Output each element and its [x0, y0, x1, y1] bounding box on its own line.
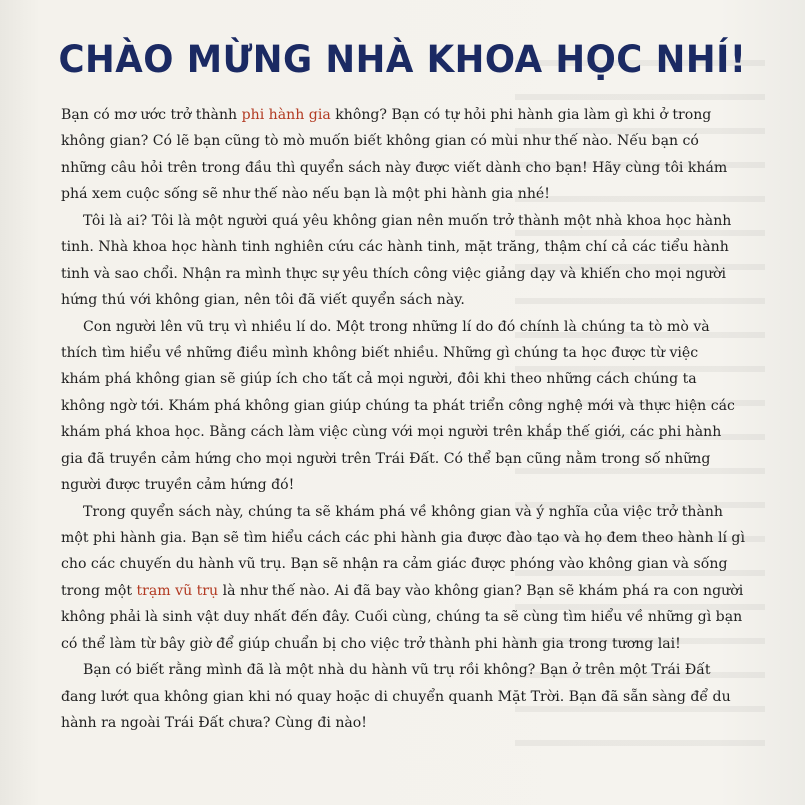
text-line — [61, 208, 751, 234]
text-span: là như thế nào. Ai đã bay vào không gian? Bạn sẽ khám phá ra con người — [218, 582, 744, 599]
highlighted-term: trạm vũ trụ — [136, 582, 219, 599]
page-title: CHÀO MỪNG NHÀ KHOA HỌC NHÍ! — [58, 38, 747, 81]
text-span: không ngờ tới. Khám phá không gian giúp chúng ta phát triển công nghệ mới và thực hiện các — [61, 397, 735, 414]
text-line — [61, 472, 751, 498]
text-line — [61, 446, 751, 472]
text-line — [61, 102, 751, 128]
text-line — [61, 155, 751, 181]
text-line — [61, 684, 751, 710]
text-line — [61, 181, 751, 207]
text-span: khám phá không gian sẽ giúp ích cho tất cả mọi người, đôi khi theo những cách chúng ta — [61, 371, 697, 388]
text-line — [61, 128, 751, 154]
text-line — [61, 366, 751, 392]
text-line — [61, 261, 751, 287]
body-text — [61, 102, 751, 737]
text-span: Con người lên vũ trụ vì nhiều lí do. Một trong những lí do đó chính là chúng ta tò mò và — [83, 318, 710, 335]
text-span: người được truyền cảm hứng đó! — [61, 477, 295, 494]
text-span: thích tìm hiểu về những điều mình không biết nhiều. Những gì chúng ta học được từ việc — [61, 344, 699, 361]
text-span: Trong quyển sách này, chúng ta sẽ khám phá về không gian và ý nghĩa của việc trở thành — [83, 503, 724, 520]
text-line — [61, 499, 751, 525]
text-span: không? Bạn có tự hỏi phi hành gia làm gì khi ở trong — [330, 107, 712, 123]
text-span: khám phá khoa học. Bằng cách làm việc cùng với mọi người trên khắp thế giới, các phi hành — [61, 424, 722, 441]
text-line — [61, 419, 751, 445]
text-line — [61, 631, 751, 657]
text-line — [61, 340, 751, 366]
text-line — [61, 314, 751, 340]
text-line — [61, 578, 751, 604]
text-span: tinh và sao chổi. Nhận ra mình thực sự yêu thích công việc giảng dạy và khiến cho mọi người — [61, 265, 727, 282]
text-span: hành ra ngoài Trái Đất chưa? Cùng đi nào! — [61, 715, 367, 732]
text-span: một phi hành gia. Bạn sẽ tìm hiểu cách các phi hành gia được đào tạo và họ đem theo hành lí gì — [61, 530, 745, 546]
text-span: Bạn có mơ ước trở thành — [61, 107, 242, 123]
text-line — [61, 525, 751, 551]
text-line — [61, 657, 751, 683]
text-line — [61, 393, 751, 419]
text-span: đang lướt qua không gian khi nó quay hoặc di chuyển quanh Mặt Trời. Bạn đã sẵn sàng để du — [61, 688, 731, 705]
text-span: Tôi là ai? Tôi là một người quá yêu không gian nên muốn trở thành một nhà khoa học hành — [83, 212, 732, 229]
text-span: những câu hỏi trên trong đầu thì quyển sách này được viết dành cho bạn! Hãy cùng tôi khám — [61, 159, 728, 176]
text-line — [61, 287, 751, 313]
text-line — [61, 551, 751, 577]
text-span: tinh. Nhà khoa học hành tinh nghiên cứu các hành tinh, mặt trăng, thậm chí cả các tiểu hành — [61, 239, 729, 256]
text-line — [61, 604, 751, 630]
text-span: hứng thú với không gian, nên tôi đã viết quyển sách này. — [61, 292, 465, 309]
text-span: không gian? Có lẽ bạn cũng tò mò muốn biết không gian có mùi như thế nào. Nếu bạn có — [61, 133, 699, 150]
text-line — [61, 234, 751, 260]
text-line — [61, 710, 751, 736]
text-span: gia đã truyền cảm hứng cho mọi người trên Trái Đất. Có thể bạn cũng nằm trong số những — [61, 450, 711, 467]
text-span: phá xem cuộc sống sẽ như thế nào nếu bạn là một phi hành gia nhé! — [61, 186, 550, 203]
text-span: không phải là sinh vật duy nhất đến đây. Cuối cùng, chúng ta sẽ cùng tìm hiểu về những gì bạn — [61, 609, 743, 626]
text-span: có thể làm từ bây giờ để giúp chuẩn bị cho việc trở thành phi hành gia trong tương lai! — [61, 635, 681, 652]
text-span: trong một — [61, 582, 137, 599]
highlighted-term: phi hành gia — [241, 107, 331, 123]
text-span: cho các chuyến du hành vũ trụ. Bạn sẽ nhận ra cảm giác được phóng vào không gian và sống — [61, 556, 728, 573]
text-span: Bạn có biết rằng mình đã là một nhà du hành vũ trụ rồi không? Bạn ở trên một Trái Đất — [83, 662, 711, 679]
